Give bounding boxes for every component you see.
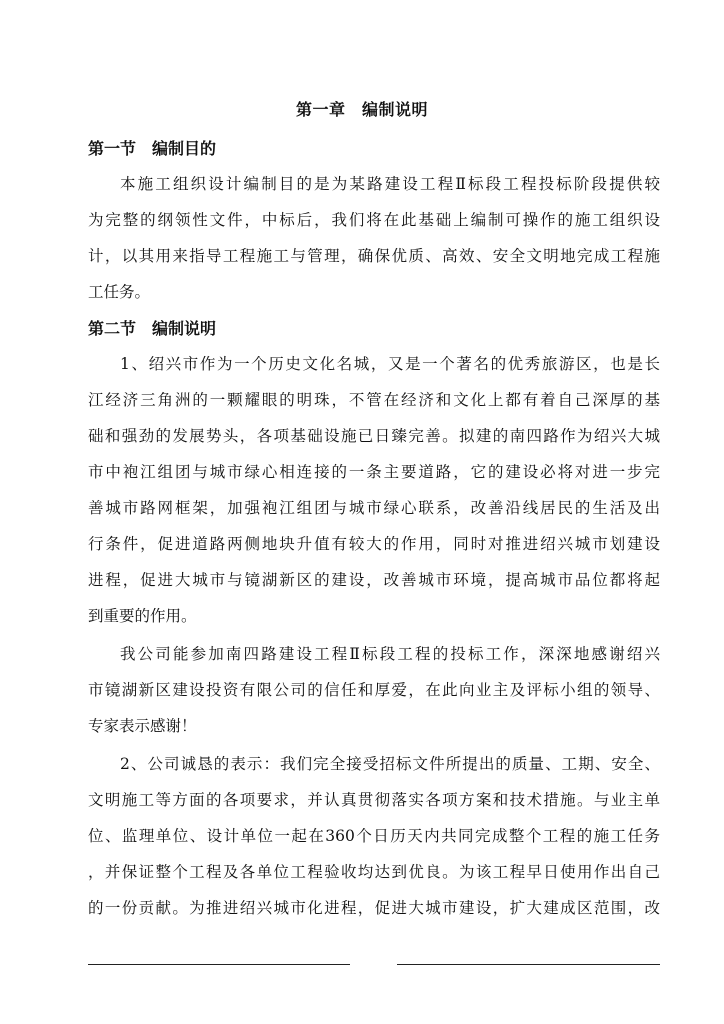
chapter-title: 第一章 编制说明 [295,100,428,119]
footer-rule-right [397,964,660,965]
paragraph-line: 善城市路网框架，加强袍江组团与城市绿心联系，改善沿线居民的生活及出 [88,499,660,517]
paragraph-line: 市中袍江组团与城市绿心相连接的一条主要道路，它的建设必将对进一步完 [88,463,660,481]
paragraph-line: 本施工组织设计编制目的是为某路建设工程Ⅱ标段工程投标阶段提供较 [120,175,660,193]
paragraph-line: 我公司能参加南四路建设工程Ⅱ标段工程的投标工作，深深地感谢绍兴 [120,645,660,663]
paragraph-line: 为完整的纲领性文件，中标后，我们将在此基础上编制可操作的施工组织设 [88,211,660,229]
paragraph-line: 1、绍兴市作为一个历史文化名城，又是一个著名的优秀旅游区，也是长 [120,355,660,373]
section-heading-purpose: 第一节 编制目的 [88,139,217,158]
paragraph-line: 文明施工等方面的各项要求，并认真贯彻落实各项方案和技术措施。与业主单 [88,791,660,809]
section-heading-explanation: 第二节 编制说明 [88,319,217,338]
paragraph-line: 进程，促进大城市与镜湖新区的建设，改善城市环境，提高城市品位都将起 [88,571,660,589]
paragraph-line: 市镜湖新区建设投资有限公司的信任和厚爱，在此向业主及评标小组的领导、 [88,681,660,699]
paragraph-line: 行条件，促进道路两侧地块升值有较大的作用，同时对推进绍兴城市划建设 [88,535,660,553]
paragraph-line: 到重要的作用。 [88,607,197,625]
paragraph-line: 位、监理单位、设计单位一起在360个日历天内共同完成整个工程的施工任务 [88,827,660,845]
paragraph-line: 的一份贡献。为推进绍兴城市化进程，促进大城市建设，扩大建成区范围，改 [88,899,660,917]
paragraph-line: 江经济三角洲的一颗耀眼的明珠，不管在经济和文化上都有着自己深厚的基 [88,391,660,409]
paragraph-line: 计，以其用来指导工程施工与管理，确保优质、高效、安全文明地完成工程施 [88,247,660,265]
paragraph-line: 工任务。 [88,283,151,301]
paragraph-line: 础和强劲的发展势头，各项基础设施已日臻完善。拟建的南四路作为绍兴大城 [88,427,660,445]
paragraph-line: 2、公司诚恳的表示：我们完全接受招标文件所提出的质量、工期、安全、 [120,755,660,773]
footer-rule-left [88,964,350,965]
paragraph-line: 专家表示感谢！ [88,717,197,735]
paragraph-line: ，并保证整个工程及各单位工程验收均达到优良。为该工程早日使用作出自己 [88,863,660,881]
